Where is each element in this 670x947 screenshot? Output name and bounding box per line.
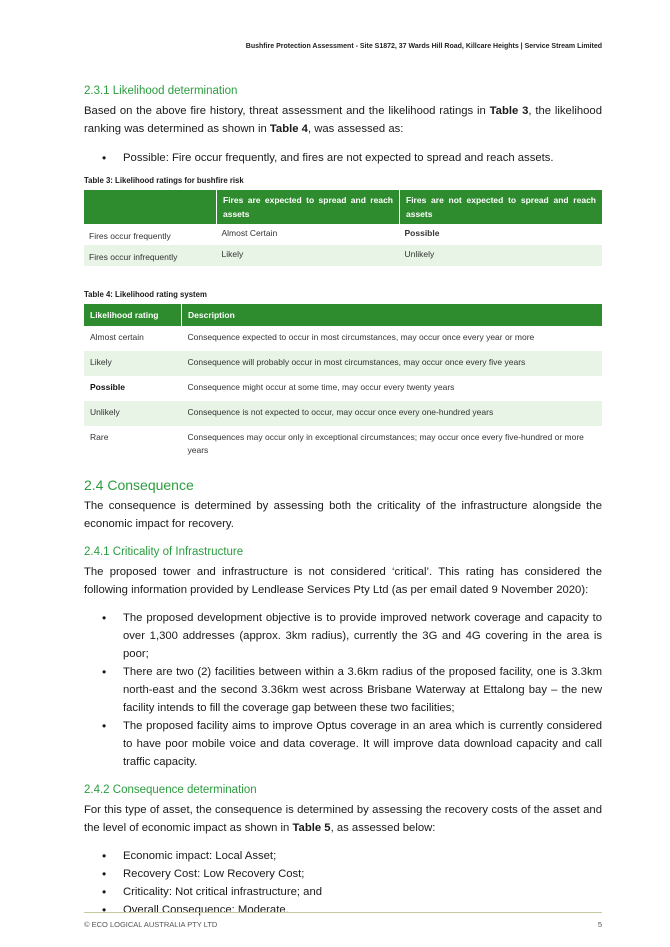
section-heading-2-4-2: 2.4.2 Consequence determination bbox=[84, 784, 257, 796]
section-heading-2-4-1: 2.4.1 Criticality of Infrastructure bbox=[84, 546, 244, 558]
paragraph-likelihood: Based on the above fire history, threat assessment and the likelihood ratings in Table 3, the likelihood ranking was determined as shown in Table 4, was assessed as: bbox=[84, 105, 602, 135]
table-header-cell: Fires are not expected to spread and reach assets bbox=[400, 190, 603, 224]
table-4-reference: Table 4 bbox=[269, 123, 308, 135]
table-header-cell: Likelihood rating bbox=[84, 304, 182, 326]
table-header-cell: Description bbox=[182, 304, 603, 326]
list-item: • There are two (2) facilities between within a 3.6km radius of the proposed facility, one is 3.3km north-east and the second 3.36km west across Brisbane Waterway at Ettalong bay – the new facility intends to fill the coverage gap between these two facilities; bbox=[84, 663, 602, 717]
table-cell: Rare bbox=[90, 432, 109, 442]
footer-copyright: © ECO LOGICAL AUSTRALIA PTY LTD bbox=[84, 920, 218, 929]
list-item: • The proposed development objective is to provide improved network coverage and capacity to over 1,300 addresses (approx. 3km radius), currently the 3G and 4G covering in the area is poor; bbox=[84, 609, 602, 663]
table-cell: Consequence might occur at some time, may occur every twenty years bbox=[187, 382, 455, 392]
criticality-bullets bbox=[84, 609, 602, 771]
table-cell: Possible bbox=[404, 228, 440, 238]
table-cell: Likely bbox=[217, 245, 400, 266]
table-3-caption: Table 3: Likelihood ratings for bushfire risk bbox=[84, 176, 244, 185]
table-header-cell bbox=[84, 190, 217, 224]
consequence-bullets bbox=[84, 847, 602, 919]
table-4-caption: Table 4: Likelihood rating system bbox=[84, 290, 207, 299]
table-row bbox=[84, 245, 602, 266]
table-cell: Unlikely bbox=[84, 401, 182, 426]
table-cell: Almost Certain bbox=[221, 228, 278, 238]
page-content bbox=[84, 84, 602, 919]
table-cell: Almost certain bbox=[90, 332, 144, 342]
section-heading-2-4: 2.4 Consequence bbox=[84, 477, 194, 493]
table-cell: Likely bbox=[84, 351, 182, 376]
table-cell: Possible bbox=[90, 382, 125, 392]
table-row bbox=[84, 224, 602, 245]
table-5-reference: Table 5 bbox=[292, 822, 331, 834]
table-row bbox=[84, 401, 602, 426]
table-cell: Unlikely bbox=[400, 245, 603, 266]
table-cell: Consequence is not expected to occur, may occur once every one-hundred years bbox=[182, 401, 603, 426]
paragraph-criticality: The proposed tower and infrastructure is not considered ‘critical’. This rating has considered the following information provided by Lendlease Services Pty Ltd (as per email dated 9 November 2020): bbox=[84, 566, 602, 596]
list-item: • Recovery Cost: Low Recovery Cost; bbox=[84, 865, 602, 883]
table-cell: Fires occur infrequently bbox=[84, 245, 217, 266]
page-header: Bushfire Protection Assessment - Site S1872, 37 Wards Hill Road, Killcare Heights | Service Stream Limited bbox=[245, 43, 602, 50]
table-cell: Consequences may occur only in exceptional circumstances; may occur once every five-hundred or more years bbox=[187, 432, 584, 455]
section-heading-2-3-1: 2.3.1 Likelihood determination bbox=[84, 85, 238, 97]
table-row bbox=[84, 426, 602, 462]
table-cell: Fires occur frequently bbox=[89, 231, 171, 241]
table-cell: Consequence expected to occur in most circumstances, may occur once every year or more bbox=[187, 332, 535, 342]
list-item: • Criticality: Not critical infrastructure; and bbox=[84, 883, 602, 901]
list-item: • Overall Consequence: Moderate. bbox=[84, 901, 602, 919]
table-header-cell: Fires are expected to spread and reach assets bbox=[217, 190, 400, 224]
list-item: • Economic impact: Local Asset; bbox=[84, 847, 602, 865]
table-cell: Consequence will probably occur in most circumstances, may occur once every five years bbox=[182, 351, 603, 376]
table-row bbox=[84, 376, 602, 401]
table-row bbox=[84, 326, 602, 351]
list-item: • Possible: Fire occur frequently, and fires are not expected to spread and reach assets. bbox=[84, 149, 602, 167]
footer-divider bbox=[84, 912, 602, 913]
paragraph-consequence-determination: For this type of asset, the consequence is determined by assessing the recovery costs of the asset and the level of economic impact as shown in Table 5, as assessed below: bbox=[84, 804, 602, 834]
likelihood-rating-system-table bbox=[84, 304, 602, 462]
page-number: 5 bbox=[597, 920, 602, 929]
paragraph-consequence: The consequence is determined by assessing both the criticality of the infrastructure alongside the economic impact for recovery. bbox=[84, 500, 602, 530]
list-item: • The proposed facility aims to improve Optus coverage in an area which is currently considered to have poor mobile voice and data coverage. It will improve data download capacity and call traffic capacity. bbox=[84, 717, 602, 771]
likelihood-bullets bbox=[84, 149, 602, 167]
likelihood-ratings-table bbox=[84, 190, 602, 266]
table-row bbox=[84, 351, 602, 376]
table-3-reference: Table 3 bbox=[489, 105, 529, 117]
